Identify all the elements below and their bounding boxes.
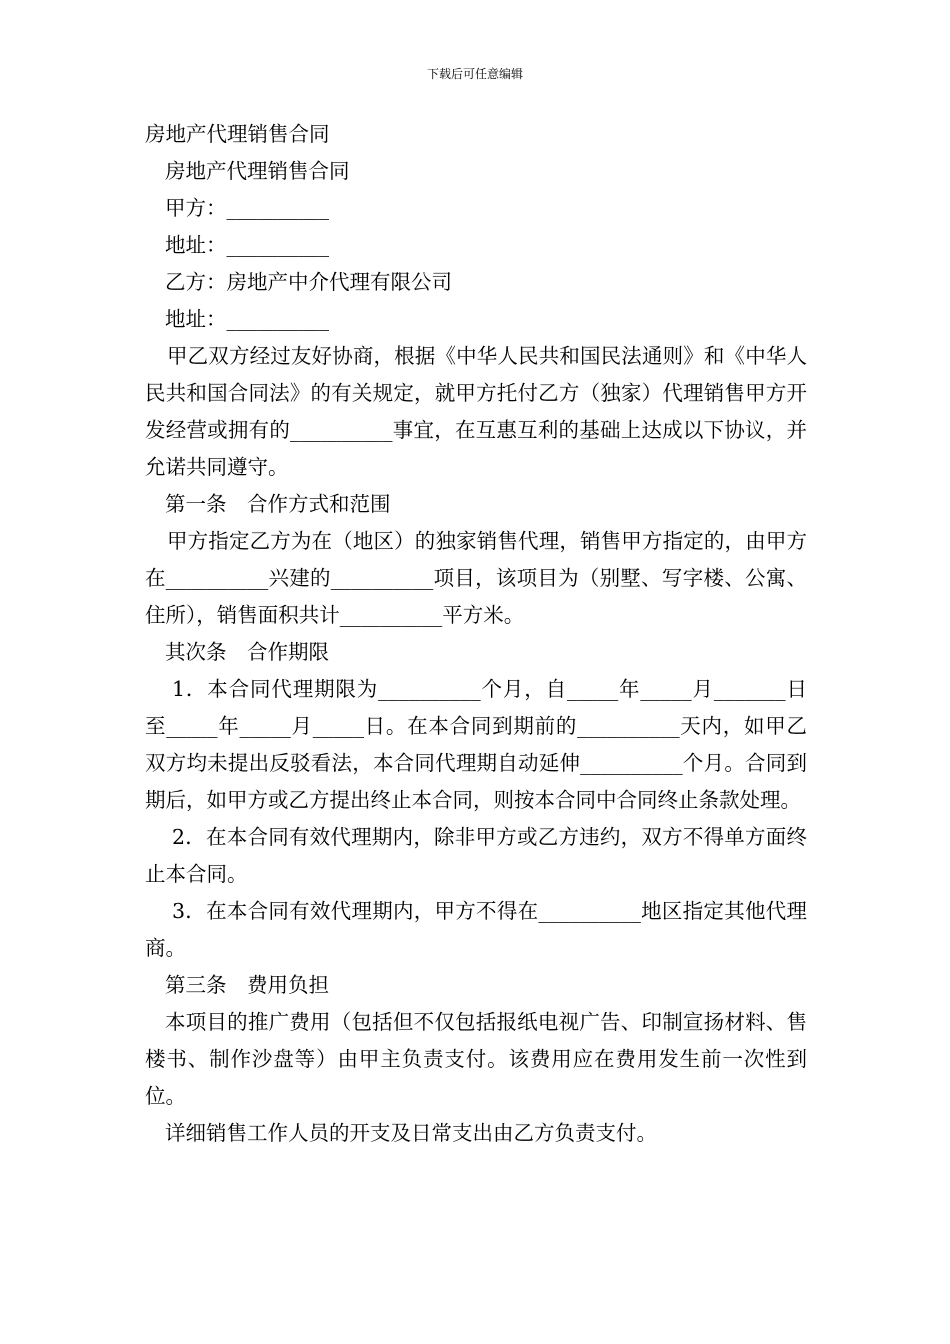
document-title-top: 房地产代理销售合同 [145,122,330,146]
preamble-paragraph: 甲乙双方经过友好协商，根据《中华人民共和国民法通则》和《中华人民共和国合同法》的有关规定，就甲方托付乙方（独家）代理销售甲方开发经营或拥有的__________事宜，在互惠互利的基础上达成以下协议，并允诺共同遵守。 [145,344,807,479]
document-body [145,116,807,1152]
article-2-item-3: 3．在本合同有效代理期内，甲方不得在__________地区指定其他代理商。 [145,899,807,960]
party-a-line: 甲方：__________ [165,196,329,220]
article-2-heading: 其次条 合作期限 [165,640,329,664]
article-2-item-2: 2．在本合同有效代理期内，除非甲方或乙方违约，双方不得单方面终止本合同。 [145,825,807,886]
party-b-address-line: 地址：__________ [165,307,329,331]
party-b-line: 乙方：房地产中介代理有限公司 [165,270,452,294]
article-1-body: 甲方指定乙方为在（地区）的独家销售代理，销售甲方指定的，由甲方在__________兴建的__________项目，该项目为（别墅、写字楼、公寓、住所），销售面积共计__________平方米。 [145,529,807,627]
article-1-heading: 第一条 合作方式和范围 [165,492,391,516]
document-title: 房地产代理销售合同 [165,159,350,183]
article-3-heading: 第三条 费用负担 [165,973,329,997]
page-header-note: 下载后可任意编辑 [426,67,523,81]
article-3-body-1: 本项目的推广费用（包括但不仅包括报纸电视广告、印制宣扬材料、售楼书、制作沙盘等）由甲主负责支付。该费用应在费用发生前一次性到位。 [145,1010,807,1108]
article-2-item-1: 1．本合同代理期限为__________个月，自_____年_____月_______日至_____年_____月_____日。在本合同到期前的__________天内，如甲乙双方均未提出反驳看法，本合同代理期自动延伸__________个月。合同到期后，如甲方或乙方提出终止本合同，则按本合同中合同终止条款处理。 [145,677,807,812]
article-3-body-2: 详细销售工作人员的开支及日常支出由乙方负责支付。 [165,1121,657,1145]
party-a-address-line: 地址：__________ [165,233,329,257]
